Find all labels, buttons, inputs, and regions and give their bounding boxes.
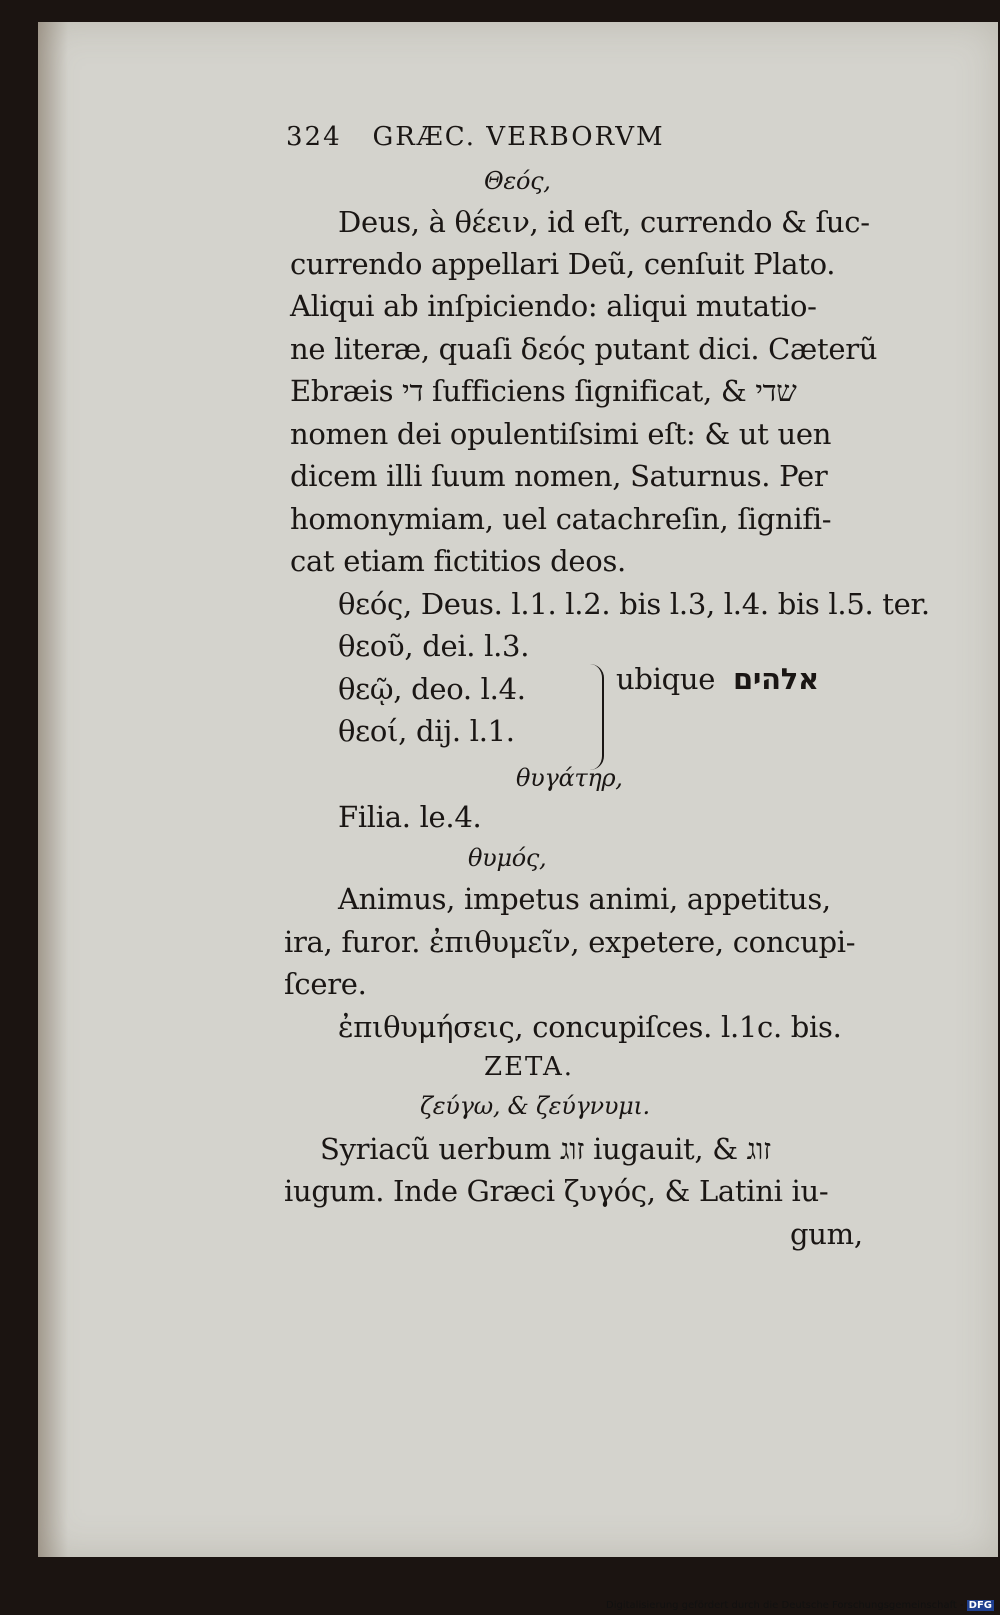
text-line: currendo appellari Deũ, cenſuit Plato. [290,247,836,281]
text-line: Ebræis די ſufficiens ſignificat, & שדי [290,374,797,408]
text-line: cat etiam fictitios deos. [290,544,626,578]
lemma-heading: θυγάτηρ, [516,764,623,792]
text-line: Deus, à θέειν, id eſt, currendo & ſuc- [338,205,870,239]
ubique-label: ubique [616,662,716,696]
text-line: ira, furor. ἐπιθυμεῖν, expetere, concupi- [284,925,856,959]
text-line: ne literæ, quaſi δεός putant dici. Cæterũ [290,332,878,366]
reference-line: Filia. le.4. [338,800,482,834]
credit-text: Digitalisierung gefördert durch die Deutsche Forschungsgemeinschaft - [606,1600,964,1611]
running-head [286,122,665,152]
text-line: iugum. Inde Græci ζυγός, & Latini iu- [284,1174,829,1208]
brace-bracket [586,664,604,770]
lemma-heading: ζεύγω, & ζεύγνυμι. [420,1092,650,1120]
digitization-credit [606,1600,994,1611]
reference-line: θεοῦ, dei. l.3. [338,629,530,663]
text-line: dicem illi ſuum nomen, Saturnus. Per [290,459,828,493]
text-line: homonymiam, uel catachreſin, ſignifi- [290,502,832,536]
text-line: Animus, impetus animi, appetitus, [338,882,831,916]
dfg-logo: DFG [968,1600,992,1611]
reference-line: θεοί, dij. l.1. [338,714,515,748]
text-line: Syriacũ uerbum זוג iugauit, & זוג [320,1132,771,1166]
text-line: nomen dei opulentiſsimi eſt: & ut uen [290,417,832,451]
reference-line: θεῷ, deo. l.4. [338,672,526,706]
catchword: gum, [790,1217,863,1251]
book-page [38,22,998,1557]
page-number: 324 [286,122,342,152]
lemma-heading: θυμός, [468,844,547,872]
reference-line: θεός, Deus. l.1. l.2. bis l.3, l.4. bis l.5. ter. [338,587,930,621]
reference-line: ἐπιθυμήσεις, concupiſces. l.1c. bis. [338,1010,842,1044]
section-heading: ZETA. [484,1052,575,1082]
running-title: GRÆC. VERBORVM [372,122,665,152]
hebrew-word: אלהים [732,662,819,696]
text-line: ſcere. [284,967,367,1001]
ubique-note [616,662,819,696]
text-line: Aliqui ab inſpiciendo: aliqui mutatio- [290,289,817,323]
lemma-heading: Θεός, [484,167,551,195]
